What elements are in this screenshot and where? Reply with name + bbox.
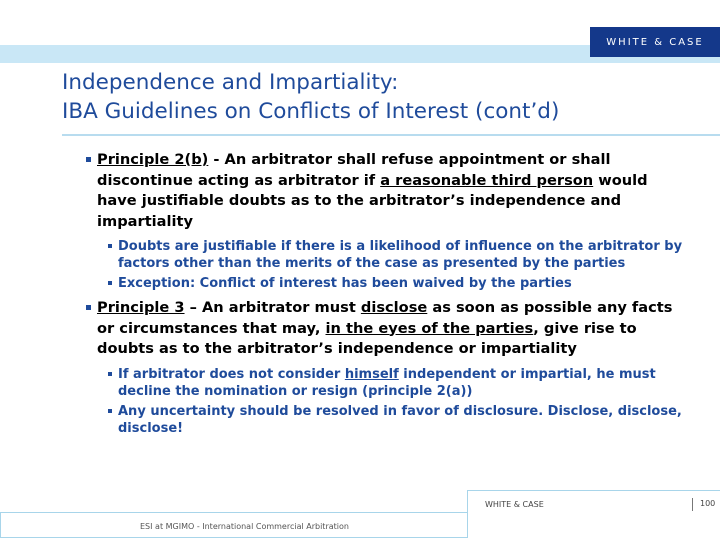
title-line-2: IBA Guidelines on Conflicts of Interest (cont’d) — [62, 99, 560, 124]
disclose-word: disclose — [360, 299, 428, 316]
sub-bullet-doubts — [108, 238, 686, 272]
sub-bullet-exception — [108, 275, 686, 292]
bullet-principle-2b — [86, 150, 686, 232]
principle-2b-text-2: would have justifiable doubts as to the arbitrator’s independence and impartiality — [97, 171, 648, 230]
sub-bullet-uncertainty — [108, 403, 686, 437]
sub-text-a: If arbitrator does not consider — [118, 366, 345, 382]
principle-3-text-3: , give rise to doubts as to the arbitrator’s independence or impartiality — [97, 319, 637, 357]
principle-3-label: Principle 3 — [97, 299, 185, 316]
principle-3-text-2: as soon as possible any facts or circumstances that may, — [97, 299, 673, 337]
sub-text-b: independent or impartial, he must decline the nomination or resign (principle 2(a)) — [118, 366, 656, 399]
footer-brand: WHITE & CASE — [485, 500, 544, 509]
reasonable-third-person: a reasonable third person — [380, 171, 594, 189]
square-bullet-icon — [108, 281, 112, 285]
sub-bullet-text: Exception: Conflict of interest has been waived by the parties — [118, 276, 572, 291]
footer-course-label: ESI at MGIMO - International Commercial Arbitration — [140, 522, 349, 531]
sub-bullet-not-independent — [108, 366, 686, 400]
square-bullet-icon — [108, 244, 112, 248]
square-bullet-icon — [108, 409, 112, 413]
principle-2b-label: Principle 2(b) — [97, 151, 209, 168]
title-divider — [62, 134, 720, 136]
page-number-divider — [692, 498, 693, 511]
in-the-eyes-of-parties: in the eyes of the parties — [325, 319, 534, 337]
sub-bullet-text: Doubts are justifiable if there is a likelihood of influence on the arbitrator by factors other than the merits of the case as presented by the parties — [118, 239, 683, 271]
bullet-principle-3 — [86, 298, 686, 360]
sub-bullet-text: Any uncertainty should be resolved in favor of disclosure. Disclose, disclose, disclose! — [118, 403, 682, 436]
footer-divider — [467, 490, 720, 491]
principle-2b-text-1: - An arbitrator shall refuse appointment or shall discontinue acting as arbitrator if — [97, 151, 611, 189]
slide-body — [86, 150, 686, 440]
square-bullet-icon — [108, 372, 112, 376]
himself-word: himself — [344, 366, 399, 382]
slide-title — [62, 68, 702, 126]
white-case-logo: WHITE & CASE — [590, 27, 720, 57]
square-bullet-icon — [86, 157, 91, 162]
title-line-1: Independence and Impartiality: — [62, 70, 399, 95]
page-number: 100 — [700, 499, 716, 508]
principle-3-text-1: – An arbitrator must — [184, 299, 361, 316]
square-bullet-icon — [86, 305, 91, 310]
